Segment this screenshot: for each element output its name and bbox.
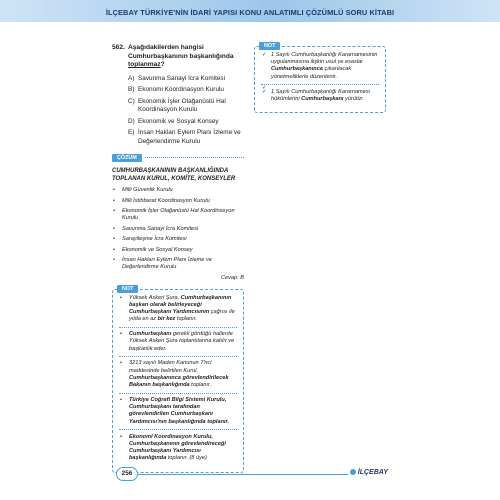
answer-options [128,75,244,146]
page-footer [112,467,388,481]
list-item: • Milli Güvenlik Kurulu [112,187,244,194]
list-item: • İnsan Hakları Eylem Planı İzleme ve Değerlendirme Kurulu [112,257,244,271]
list-item: • Savunma Sanayi İcra Komitesi [112,226,244,233]
divider [261,84,379,85]
right-column [254,43,386,113]
list-item: • Yüksek Askeri Şura, Cumhurbaşkanının başkan olarak belirleyeceği Cumhurbaşkanı Yardımcısının çağrısı ile yılda en az bir kez toplanır. [119,295,237,324]
page-header [0,0,500,22]
divider [119,327,237,328]
divider [119,393,237,394]
footer-divider [138,474,348,475]
list-item: • Türkiye Coğrafi Bilgi Sistemi Kurulu, Cumhurbaşkanı tarafından görevlendirilen Cumhurbaşkanı Yardımcısı'nın başkanlığında toplanır. [119,397,237,426]
list-item: • 3213 sayılı Maden Kanunun 7'nci maddesinde belirtilen Kurul, Cumhurbaşkanınca görevlendirilecek Bakanın başkanlığında toplanır. [119,360,237,389]
note-box-right [254,43,386,113]
option-b[interactable]: B) Ekonomi Koordinasyon Kurulu [128,86,224,94]
solution-tag: ÇÖZÜM [112,154,142,162]
question [112,44,244,70]
list-item: • Ekonomik İşler Olağanüstü Hal Koordinasyon Kurulu [112,208,244,222]
option-d[interactable]: D) Ekonomik ve Sosyal Konsey [128,117,219,125]
page-number: 256 [116,467,138,481]
divider [119,429,237,430]
solution-section [112,154,244,281]
list-item: • Milli İstihbarat Koordinasyon Kurulu [112,198,244,205]
list-item: ✓ 1 Sayılı Cumhurbaşkanlığı Kararnamesi hükümlerini Cumhurbaşkanı yürütür. [261,89,379,103]
list-item: • Cumhurbaşkanı gerekli gördüğü hallerde Yüksek Askeri Şura toplantılarına katılır ve başkanlık eder. [119,331,237,353]
book-title: İLÇEBAY TÜRKİYE'NİN İDARİ YAPISI KONU ANLATIMLI ÇÖZÜMLÜ SORU KİTABI [105,8,395,17]
list-item: • Ekonomik ve Sosyal Konsey [112,247,244,254]
option-e[interactable]: E) İnsan Hakları Eylem Planı İzleme ve Değerlendirme Kurulu [128,129,241,145]
divider [119,356,237,357]
note-box-left [112,285,244,473]
brand-logo: İLÇEBAY [350,469,388,476]
note-list [119,295,237,463]
list-item: • Ekonomi Koordinasyon Kurulu, Cumhurbaşkanının görevlendireceği Cumhurbaşkanı Yardımcısı başkanlığında toplanır. (8 üye) [119,434,237,463]
option-c[interactable]: C) Ekonomik İşler Olağanüstü Hal Koordinasyon Kurulu [128,97,226,114]
answer-key: Cevap: B [220,274,244,281]
note-list [261,52,379,103]
option-a[interactable]: A) Savunma Sanayi İcra Komitesi [128,74,226,82]
list-item: • Sarayileşme İcra Komitesi [112,236,244,243]
left-column [112,44,244,473]
solution-heading: CUMHURBAŞKANININ BAŞKANLIĞINDA TOPLANAN KURUL, KOMİTE, KONSEYLER [112,167,236,182]
list-item: ✓ 1 Sayılı Cumhurbaşkanlığı Kararnamesinin uygulanmasına ilişkin usul ve esaslar Cumhurbaşkanınca çıkarılacak yönetmeliklerle düzenlenir. [261,52,379,81]
question-number: 562. [112,44,125,51]
question-underlined-word: toplanmaz [128,61,161,69]
solution-list [112,187,244,271]
brand-icon [350,469,356,475]
note-tag: NOT [117,285,138,293]
divider [145,157,244,158]
note-tag: NOT [259,42,280,50]
question-text: Aşağıdakilerden hangisi Cumhurbaşkanının başkanlığında toplanmaz? [128,44,234,69]
